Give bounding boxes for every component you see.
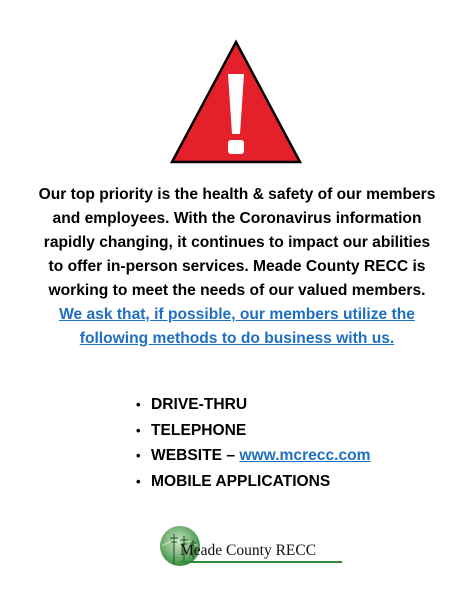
notice-text [10, 183, 464, 351]
method-label: WEBSITE – [151, 447, 240, 464]
method-label: TELEPHONE [151, 421, 247, 439]
bullet-icon: • [136, 448, 141, 463]
notice-line: rapidly changing, it continues to impact our abilities [43, 234, 431, 251]
bullet-icon: • [136, 473, 141, 489]
notice-line: to offer in-person services. Meade County RECC is [48, 258, 426, 275]
method-item-telephone [136, 418, 371, 444]
request-line: We ask that, if possible, our members utilize the [59, 306, 415, 323]
warning-triangle-icon [168, 38, 304, 166]
method-item-mobile-applications [136, 469, 371, 495]
method-label: DRIVE-THRU [151, 396, 248, 413]
company-logo [150, 524, 350, 574]
notice-line: Our top priority is the health & safety of our members [38, 186, 436, 203]
logo-text: Meade County RECC [180, 542, 317, 559]
notice-line: working to meet the needs of our valued members. [48, 282, 426, 299]
request-line: following methods to do business with us. [79, 330, 395, 347]
method-label: MOBILE APPLICATIONS [151, 472, 331, 490]
method-item-drive-thru [136, 392, 371, 418]
method-item-website [136, 443, 371, 469]
logo-underline [180, 561, 342, 563]
bullet-icon: • [136, 422, 141, 438]
website-link[interactable]: www.mcrecc.com [239, 447, 371, 464]
bullet-icon: • [136, 397, 141, 412]
notice-line: and employees. With the Coronavirus information [52, 210, 422, 227]
methods-list [136, 392, 371, 494]
